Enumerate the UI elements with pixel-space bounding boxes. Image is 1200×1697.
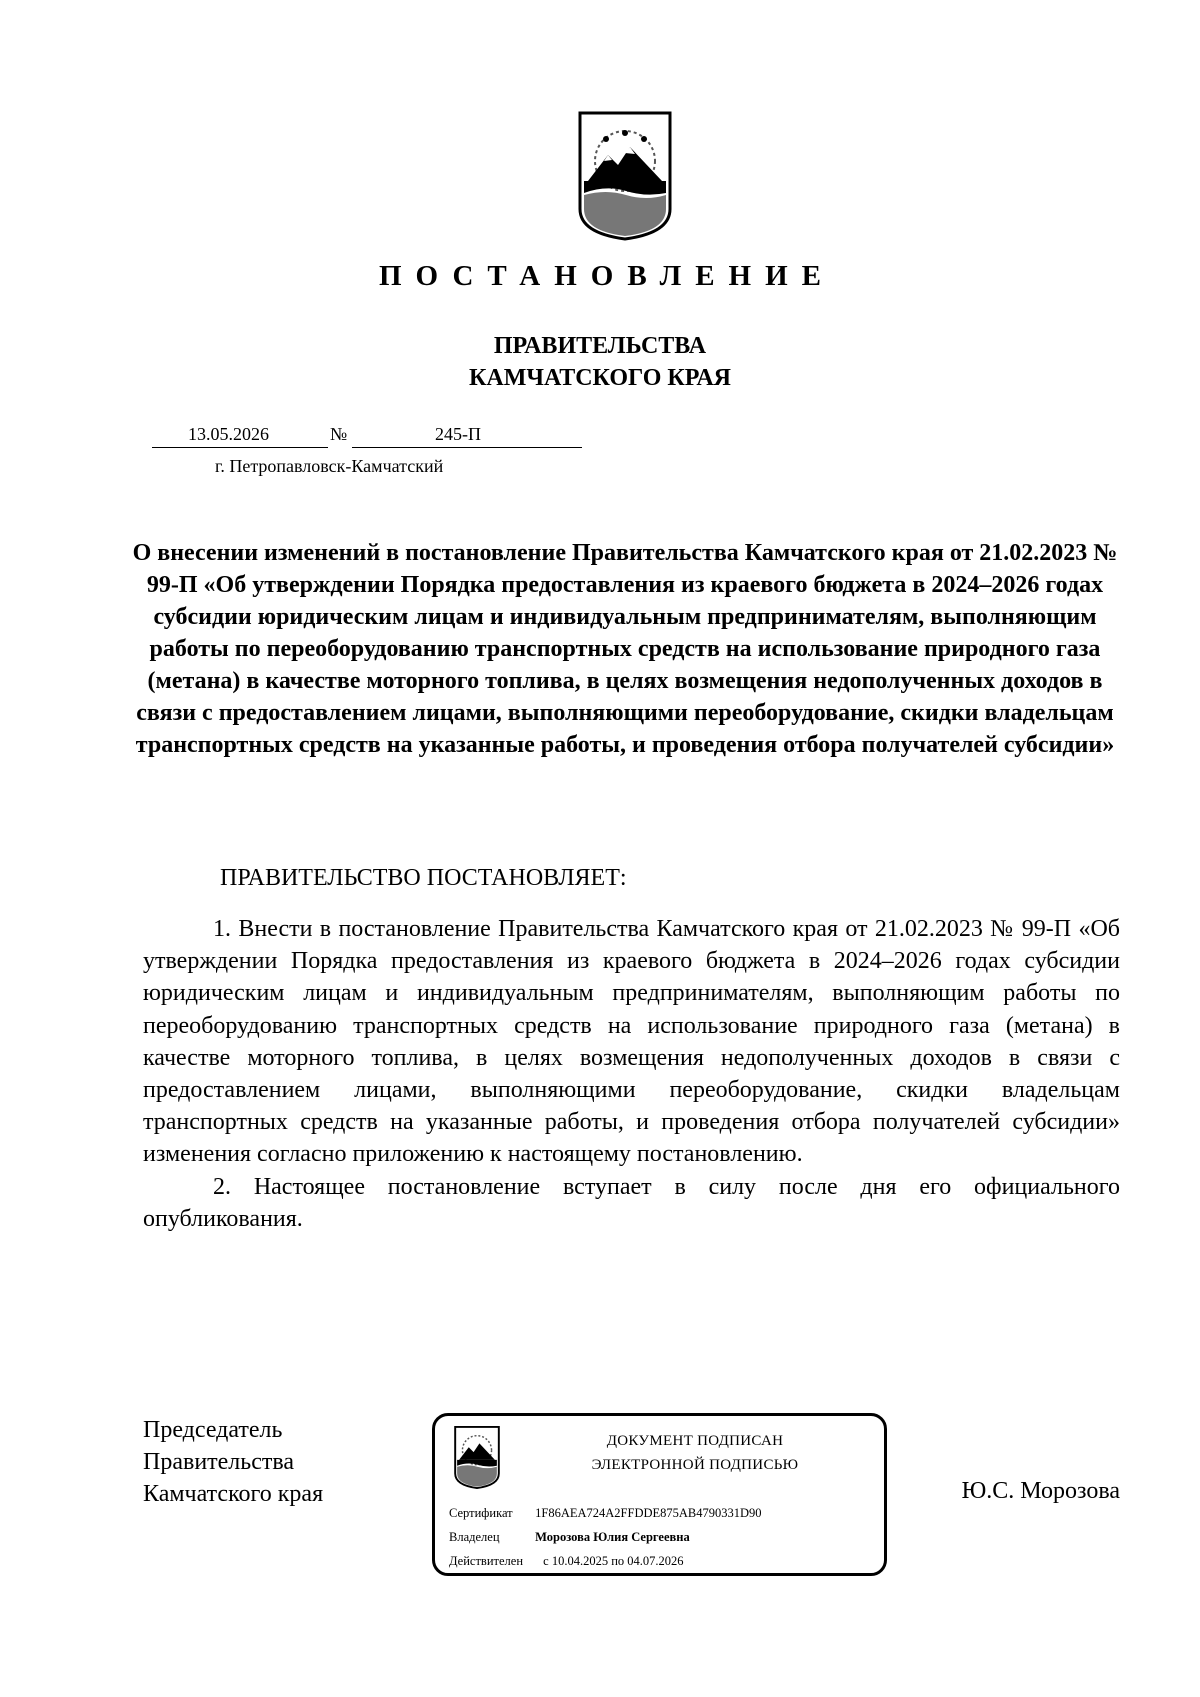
owner-value: Морозова Юлия Сергеевна (535, 1530, 690, 1544)
number-underline (352, 447, 582, 448)
certificate-row (449, 1506, 762, 1521)
issuer-line-2: КАМЧАТСКОГО КРАЯ (468, 365, 732, 391)
electronic-signature-stamp (432, 1413, 887, 1576)
validity-label: Действителен (449, 1554, 524, 1568)
valid-to-date: 04.07.2026 (627, 1554, 684, 1568)
document-number: 245-П (435, 424, 481, 444)
certificate-label: Сертификат (449, 1506, 513, 1520)
stamp-header-line-2: ЭЛЕКТРОННОЙ ПОДПИСЬЮ (591, 1457, 799, 1473)
signer-position-line-1: Председатель (143, 1417, 283, 1443)
stamp-header (515, 1429, 875, 1477)
paragraph-2: 2. Настоящее постановление вступает в силу после дня его официального опубликования. (143, 1173, 1120, 1232)
stamp-coat-of-arms-icon (453, 1425, 501, 1489)
valid-from-date: 10.04.2025 (551, 1554, 609, 1568)
validity-row (449, 1554, 684, 1569)
number-sign: № (330, 424, 348, 444)
issuer-line-1: ПРАВИТЕЛЬСТВА (493, 333, 707, 359)
date-number-line (152, 424, 582, 450)
document-type-heading: ПОСТАНОВЛЕНИЕ (378, 260, 835, 292)
stamp-header-line-1: ДОКУМЕНТ ПОДПИСАН (606, 1433, 784, 1449)
kamchatka-coat-of-arms-icon (576, 109, 674, 241)
city-name: г. Петропавловск-Камчатский (215, 456, 444, 476)
decree-statement: ПРАВИТЕЛЬСТВО ПОСТАНОВЛЯЕТ: (220, 865, 627, 891)
paragraph-1: 1. Внести в постановление Правительства Камчатского края от 21.02.2023 № 99-П «Об утверждении Порядка предоставления из краевого бюджета в 2024–2026 годах субсидии юридическим лицам и индивидуальным предпринимателям, выполняющим работы по переоборудованию транспортных средств на использование природного газа (метана) в качестве моторного топлива, в целях возмещения недополученных доходов в связи с предоставлением лицами, выполняющими переоборудование, скидки владельцам транспортных средств на указанные работы, и проведения отбора получателей субсидии» изменения согласно приложению к настоящему постановлению. (143, 916, 1120, 1168)
valid-to-prefix: по (611, 1554, 625, 1568)
owner-label: Владелец (449, 1530, 500, 1544)
signer-name: Ю.С. Морозова (961, 1478, 1120, 1504)
signer-position-line-3: Камчатского края (143, 1481, 324, 1507)
document-date: 13.05.2026 (188, 424, 269, 444)
document-title: О внесении изменений в постановление Правительства Камчатского края от 21.02.2023 № 99-П «Об утверждении Порядка предоставления из краевого бюджета в 2024–2026 годах субсидии юридическим лицам и индивидуальным предпринимателям, выполняющим работы по переоборудованию транспортных средств на использование природного газа (метана) в качестве моторного топлива, в целях возмещения недополученных доходов в связи с предоставлением лицами, выполняющими переоборудование, скидки владельцам транспортных средств на указанные работы, и проведения отбора получателей субсидии» (132, 540, 1118, 758)
certificate-value: 1F86AEA724A2FFDDE875AB4790331D90 (535, 1506, 762, 1520)
date-underline (152, 447, 328, 448)
issuer-name (0, 330, 1200, 394)
document-body (143, 913, 1120, 1235)
signer-position-line-2: Правительства (143, 1449, 295, 1475)
owner-row (449, 1530, 690, 1545)
signer-position (143, 1414, 323, 1510)
valid-from-prefix: с (543, 1554, 549, 1568)
